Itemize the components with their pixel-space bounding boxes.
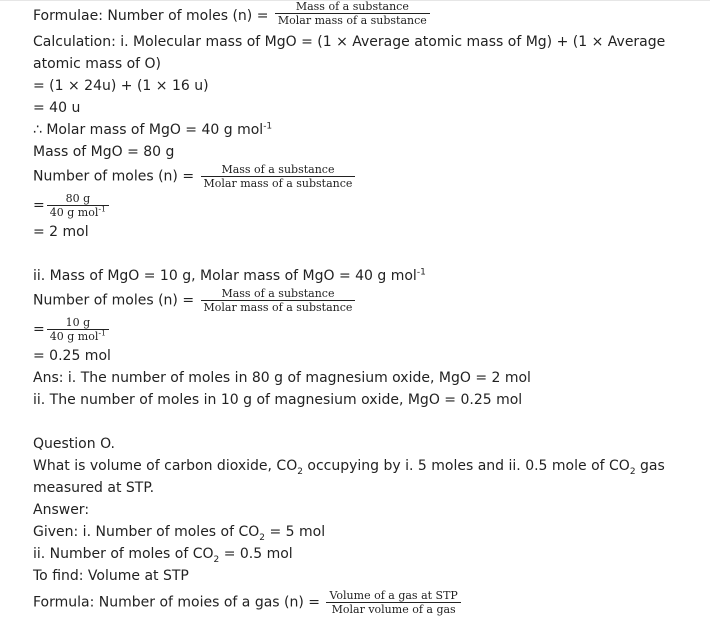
fraction-denominator: Molar mass of a substance <box>203 177 353 190</box>
fraction-denominator: Molar mass of a substance <box>203 301 353 314</box>
question-part-c: gas measured at STP. <box>33 458 665 496</box>
answer-heading: Answer: <box>33 502 90 518</box>
document-body <box>33 0 698 616</box>
denominator-exponent: -1 <box>98 204 107 214</box>
fraction-denominator <box>47 206 109 219</box>
to-find-line: To find: Volume at STP <box>33 568 189 584</box>
given-text-1: Given: i. Number of moles of CO <box>33 524 260 540</box>
denominator-exponent: -1 <box>98 328 107 338</box>
part-ii-exponent: -1 <box>416 267 426 278</box>
fraction-mass-over-molar-1 <box>201 163 356 190</box>
spacer <box>33 243 698 265</box>
moles-formula-line-1 <box>33 163 698 190</box>
question-part-b: occupying by i. 5 moles and ii. 0.5 mole of CO <box>302 458 630 474</box>
result-025mol: = 0.25 mol <box>33 348 111 364</box>
result-2mol: = 2 mol <box>33 224 89 240</box>
denominator-text: 40 g mol <box>49 206 99 219</box>
moles-label-2: Number of moles (n) = <box>33 292 199 309</box>
fraction-gas <box>326 589 460 616</box>
fraction-numerator: 80 g <box>47 192 109 206</box>
answer-line-2: ii. The number of moles in 10 g of magnesium oxide, MgO = 0.25 mol <box>33 392 523 408</box>
spacer <box>33 411 698 433</box>
answer-line-1: Ans: i. The number of moles in 80 g of magnesium oxide, MgO = 2 mol <box>33 370 531 386</box>
denominator-text: 40 g mol <box>49 330 99 343</box>
molar-mass-text: ∴ Molar mass of MgO = 40 g mol <box>33 122 264 138</box>
calc-step-2: = 40 u <box>33 100 81 116</box>
fraction-denominator: Molar mass of a substance <box>277 14 427 27</box>
formula-line <box>33 0 698 27</box>
fraction-numerator: Mass of a substance <box>275 0 430 14</box>
fraction-mass-over-molar-2 <box>201 287 356 314</box>
substitution-80g <box>33 190 698 221</box>
question-text <box>33 455 698 499</box>
moles-label-1: Number of moles (n) = <box>33 168 199 185</box>
subscript-2: 2 <box>259 532 266 543</box>
fraction-numerator: Volume of a gas at STP <box>326 589 460 603</box>
fraction-10g <box>47 316 109 343</box>
fraction-denominator: Molar volume of a gas <box>331 603 456 616</box>
molar-mass-exponent: -1 <box>263 121 273 132</box>
equals-sign: = <box>33 321 45 338</box>
fraction-80g <box>47 192 109 219</box>
gas-formula-label: Formula: Number of moies of a gas (n) = <box>33 594 325 611</box>
substitution-10g <box>33 314 698 345</box>
subscript-2: 2 <box>297 466 303 477</box>
given-line-1 <box>33 521 698 543</box>
fraction-numerator: Mass of a substance <box>201 163 356 177</box>
subscript-2: 2 <box>213 554 220 565</box>
gas-formula-line <box>33 589 698 616</box>
part-ii-text: ii. Mass of MgO = 10 g, Molar mass of MgO = 40 g mol <box>33 268 417 284</box>
molar-mass-line <box>33 119 698 141</box>
fraction-mass-over-molar <box>275 0 430 27</box>
moles-formula-line-2 <box>33 287 698 314</box>
fraction-numerator: Mass of a substance <box>201 287 356 301</box>
formula-label: Formulae: Number of moles (n) = <box>33 8 273 24</box>
calculation-line: Calculation: i. Molecular mass of MgO = (1 × Average atomic mass of Mg) + (1 × Average atomic mass of O) <box>33 34 666 72</box>
given-value-1: = 5 mol <box>265 524 326 540</box>
fraction-numerator: 10 g <box>47 316 109 330</box>
question-part-a: What is volume of carbon dioxide, CO <box>33 458 298 474</box>
given-line-2 <box>33 543 698 565</box>
question-heading: Question O. <box>33 436 115 452</box>
equals-sign: = <box>33 197 45 214</box>
mass-line: Mass of MgO = 80 g <box>33 144 175 160</box>
calc-step-1: = (1 × 24u) + (1 × 16 u) <box>33 78 209 94</box>
subscript-2: 2 <box>629 466 636 477</box>
given-text-2: ii. Number of moles of CO <box>33 546 214 562</box>
given-value-2: = 0.5 mol <box>219 546 293 562</box>
fraction-denominator <box>47 330 109 343</box>
part-ii-line <box>33 265 698 287</box>
